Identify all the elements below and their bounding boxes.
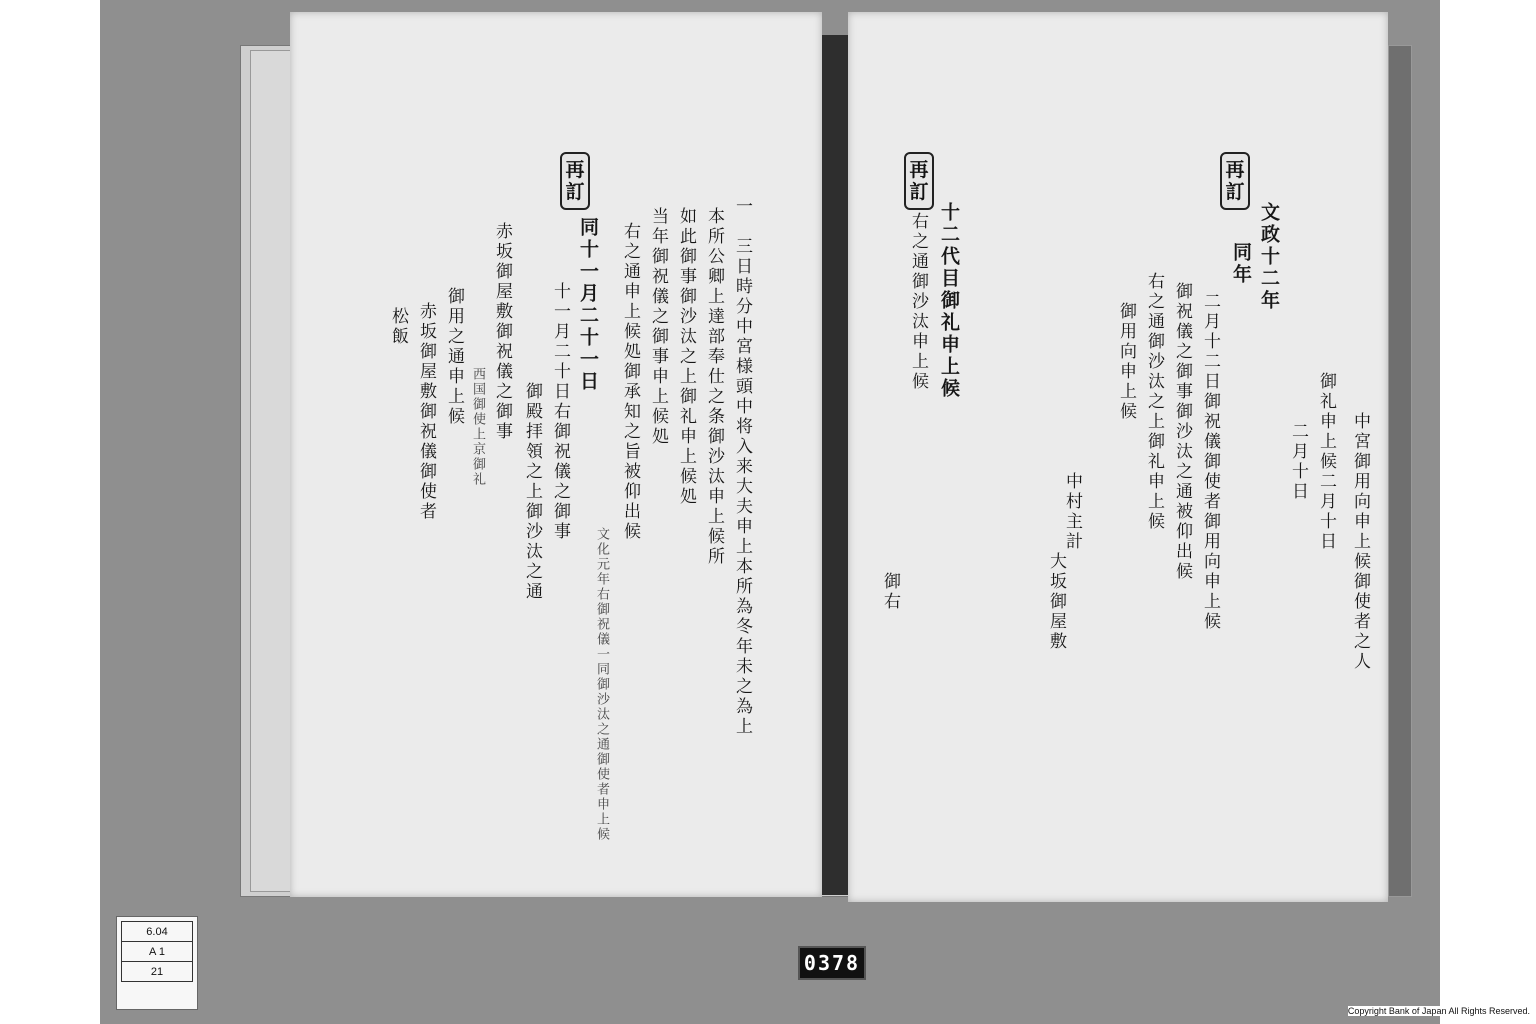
text-column: 御殿拝領之上御沙汰之通 (522, 382, 542, 602)
text-column: 中宮御用向申上候御使者之人 (1350, 412, 1370, 672)
left-page (290, 12, 822, 897)
text-column: 十一月二十日右御祝儀之御事 (550, 282, 570, 542)
text-column: 御右 (880, 572, 900, 612)
side-note: 文化元年右御祝儀一同御沙汰之通御使者申上候 (594, 527, 609, 842)
text-column: 御祝儀之御事御沙汰之通被仰出候 (1172, 282, 1192, 582)
left-page-edge (250, 50, 292, 892)
text-column: 松飯 (388, 307, 408, 347)
text-column: 同年 (1230, 242, 1252, 286)
stamp-char: 訂 (565, 181, 585, 203)
reference-table (121, 921, 193, 982)
book-gutter (822, 35, 848, 895)
text-column: 右之通御沙汰申上候 (908, 212, 928, 392)
text-column: 赤坂御屋敷御祝儀之御事 (492, 222, 512, 442)
text-column: 如此御事御沙汰之上御礼申上候処 (676, 207, 696, 507)
reference-card (116, 916, 198, 1010)
text-column: 一 三日時分中宮様頭中将入来大夫申上本所為冬年未之為上 (732, 197, 752, 737)
reference-cell: 6.04 (122, 922, 193, 942)
text-column: 御用向申上候 (1116, 302, 1136, 422)
side-note: 西国御使上京御礼 (470, 367, 485, 487)
text-column: 二月十日 (1288, 422, 1308, 502)
reference-cell: A 1 (122, 942, 193, 962)
text-column: 右之通申上候処御承知之旨被仰出候 (620, 222, 640, 542)
text-column: 御礼申上候二月十日 (1316, 372, 1336, 552)
right-page (848, 12, 1388, 902)
text-column: 赤坂御屋敷御祝儀御使者 (416, 302, 436, 522)
revision-stamp-second (904, 152, 934, 210)
revision-stamp (1220, 152, 1250, 210)
text-column: 大坂御屋敷 (1046, 552, 1066, 652)
text-column: 同十一月二十一日 (577, 217, 599, 393)
copyright-notice: Copyright Bank of Japan All Rights Reserved. (1347, 1006, 1530, 1016)
stamp-char: 訂 (1225, 181, 1245, 203)
right-page-edge (1388, 45, 1412, 897)
text-column: 当年御祝儀之御事申上候処 (648, 207, 668, 447)
stamp-char: 再 (1225, 159, 1245, 181)
stamp-char: 再 (565, 159, 585, 181)
stamp-char: 訂 (909, 181, 929, 203)
text-column: 本所公卿上達部奉仕之条御沙汰申上候所 (704, 207, 724, 567)
scan-background (100, 0, 1440, 1024)
text-column: 文政十二年 (1258, 202, 1280, 312)
text-column: 十二代目御礼申上候 (938, 202, 960, 400)
frame-counter: 0378 (798, 946, 866, 980)
text-column: 中村主計 (1062, 472, 1082, 552)
text-column: 右之通御沙汰之上御礼申上候 (1144, 272, 1164, 532)
text-column: 二月十二日御祝儀御使者御用向申上候 (1200, 292, 1220, 632)
reference-cell: 21 (122, 962, 193, 982)
stamp-char: 再 (909, 159, 929, 181)
text-column: 御用之通申上候 (444, 287, 464, 427)
revision-stamp (560, 152, 590, 210)
